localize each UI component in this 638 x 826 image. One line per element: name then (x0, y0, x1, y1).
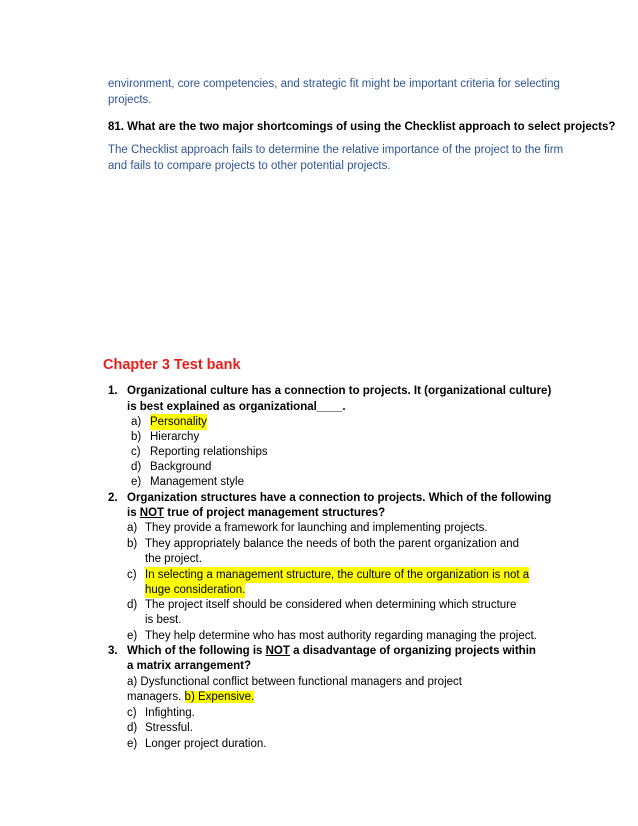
option-text: They provide a framework for launching and implementing projects. (145, 522, 488, 534)
question-text-line-2 (127, 505, 385, 521)
option-text-line-1: They appropriately balance the needs of both the parent organization and (145, 538, 520, 550)
option-text: Hierarchy (150, 431, 200, 443)
option-letter: c) (131, 446, 141, 458)
option-text-answer-line-1: In selecting a management structure, the culture of the organization is not a (145, 569, 530, 581)
option-letter: d) (127, 722, 138, 734)
not-emphasis: NOT (139, 507, 165, 519)
option-letter: d) (127, 599, 138, 611)
option-text-line-1: The project itself should be considered when determining which structure (145, 599, 517, 611)
option-letter: e) (127, 630, 138, 642)
intro-line-2: projects. (108, 94, 152, 106)
option-letter: d) (131, 461, 142, 473)
text-segment: true of project management structures? (164, 507, 386, 519)
option-text-answer-line-2: huge consideration. (145, 584, 246, 596)
question-text-line-1 (127, 643, 536, 659)
option-text-answer: Personality (150, 416, 207, 428)
option-text: They help determine who has most authority regarding managing the project. (145, 630, 537, 642)
question-text-line-2: is best explained as organizational____. (127, 401, 346, 413)
option-text-line-2: the project. (145, 553, 202, 565)
option-letter: a) (131, 416, 142, 428)
option-letter: b) (131, 431, 142, 443)
question-number: 2. (108, 492, 118, 504)
text-segment: managers. (127, 691, 182, 703)
question-text-line-1: Organization structures have a connection to projects. Which of the following (127, 492, 552, 504)
option-text: Longer project duration. (145, 738, 267, 750)
option-text: Reporting relationships (150, 446, 268, 458)
question-number: 1. (108, 385, 118, 397)
option-letter: c) (127, 707, 137, 719)
text-segment: a disadvantage of organizing projects within (289, 645, 536, 657)
option-text: Stressful. (145, 722, 193, 734)
not-emphasis: NOT (265, 645, 290, 657)
text-segment: is (127, 507, 140, 519)
answer-81-line-2: and fails to compare projects to other potential projects. (108, 160, 391, 172)
option-letter: b) (127, 538, 138, 550)
option-letter: e) (131, 476, 142, 488)
option-a-line-1: a) Dysfunctional conflict between functional managers and project (127, 676, 462, 688)
question-81: 81. What are the two major shortcomings of using the Checklist approach to select projects? (108, 121, 616, 133)
chapter-title: Chapter 3 Test bank (103, 357, 241, 373)
option-letter: c) (127, 569, 137, 581)
option-letter: a) (127, 522, 138, 534)
option-text: Background (150, 461, 212, 473)
option-b-answer: b) Expensive. (184, 691, 255, 703)
intro-line-1: environment, core competencies, and strategic fit might be important criteria for selecting (108, 78, 560, 90)
option-letter: e) (127, 738, 138, 750)
option-text: Management style (150, 476, 244, 488)
question-text-line-1: Organizational culture has a connection to projects. It (organizational culture) (127, 385, 552, 397)
question-text-line-2: a matrix arrangement? (127, 660, 251, 672)
answer-81-line-1: The Checklist approach fails to determine the relative importance of the project to the firm (108, 144, 564, 156)
text-segment: Which of the following is (127, 645, 266, 657)
option-text: Infighting. (145, 707, 195, 719)
option-text-line-2: is best. (145, 614, 182, 626)
question-number: 3. (108, 645, 118, 657)
option-a-line-2 (127, 689, 254, 705)
